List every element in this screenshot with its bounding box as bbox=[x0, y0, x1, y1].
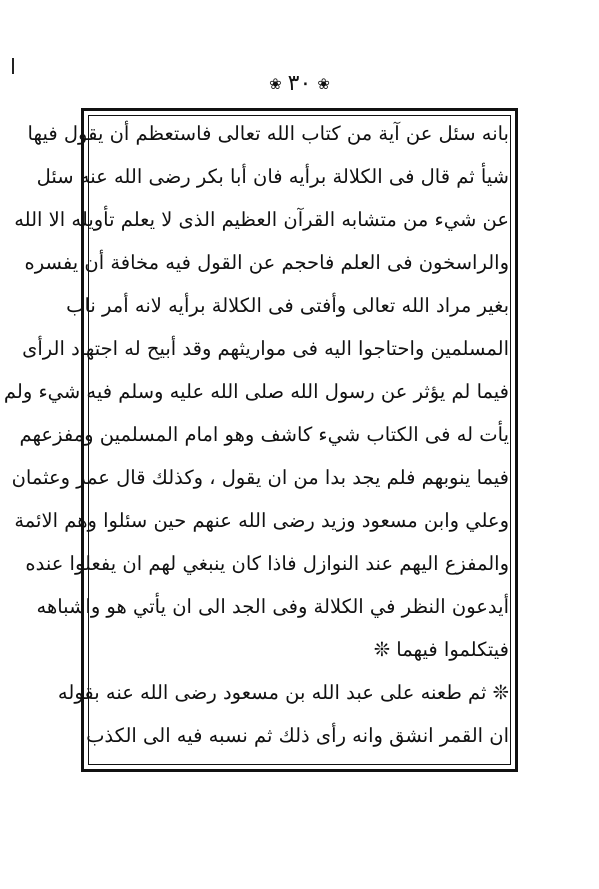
ornament-icon: ❀ bbox=[317, 75, 330, 93]
text-line: يأت له فى الكتاب شيء كاشف وهو امام المسلمين ومفزعهم bbox=[19, 423, 509, 446]
text-line: وعلي وابن مسعود وزيد رضى الله عنهم حين سئلوا وهم الائمة bbox=[14, 509, 509, 532]
page-header bbox=[0, 70, 599, 98]
text-line: فيما لم يؤثر عن رسول الله صلى الله عليه وسلم فيه شيء ولم bbox=[3, 380, 509, 403]
text-line: والراسخون فى العلم فاحجم عن القول فيه مخافة أن يفسره bbox=[24, 251, 509, 274]
text-line: ان القمر انشق وانه رأى ذلك ثم نسبه فيه الى الكذب bbox=[86, 724, 509, 747]
text-line: عن شيء من متشابه القرآن العظيم الذى لا يعلم تأويله الا الله bbox=[14, 208, 509, 231]
text-line: بانه سئل عن آية من كتاب الله تعالى فاستعظم أن يقول فيها bbox=[27, 122, 509, 145]
text-line: أيدعون النظر في الكلالة وفى الجد الى ان يأتي هو واشباهه bbox=[36, 595, 509, 618]
text-line: المسلمين واحتاجوا اليه فى مواريثهم وقد أبيح له اجتهاد الرأى bbox=[22, 337, 509, 360]
page-number-label: ٣٠ bbox=[287, 71, 312, 96]
page-number bbox=[269, 70, 330, 98]
ornament-icon: ❀ bbox=[269, 75, 282, 93]
text-line: شيأ ثم قال فى الكلالة برأيه فان أبا بكر رضى الله عنه سئل bbox=[36, 165, 509, 188]
text-line: فيتكلموا فيهما ❊ bbox=[373, 638, 509, 661]
text-line: بغير مراد الله تعالى وأفتى فى الكلالة برأيه لانه أمر ناب bbox=[66, 294, 509, 317]
text-line: والمفزع اليهم عند النوازل فاذا كان ينبغي لهم ان يفعلوا عنده bbox=[25, 552, 509, 575]
text-line: فيما ينوبهم فلم يجد بدا من ان يقول ، وكذلك قال عمر وعثمان bbox=[11, 466, 509, 489]
text-line: ❊ ثم طعنه على عبد الله بن مسعود رضى الله عنه بقوله bbox=[57, 681, 509, 704]
